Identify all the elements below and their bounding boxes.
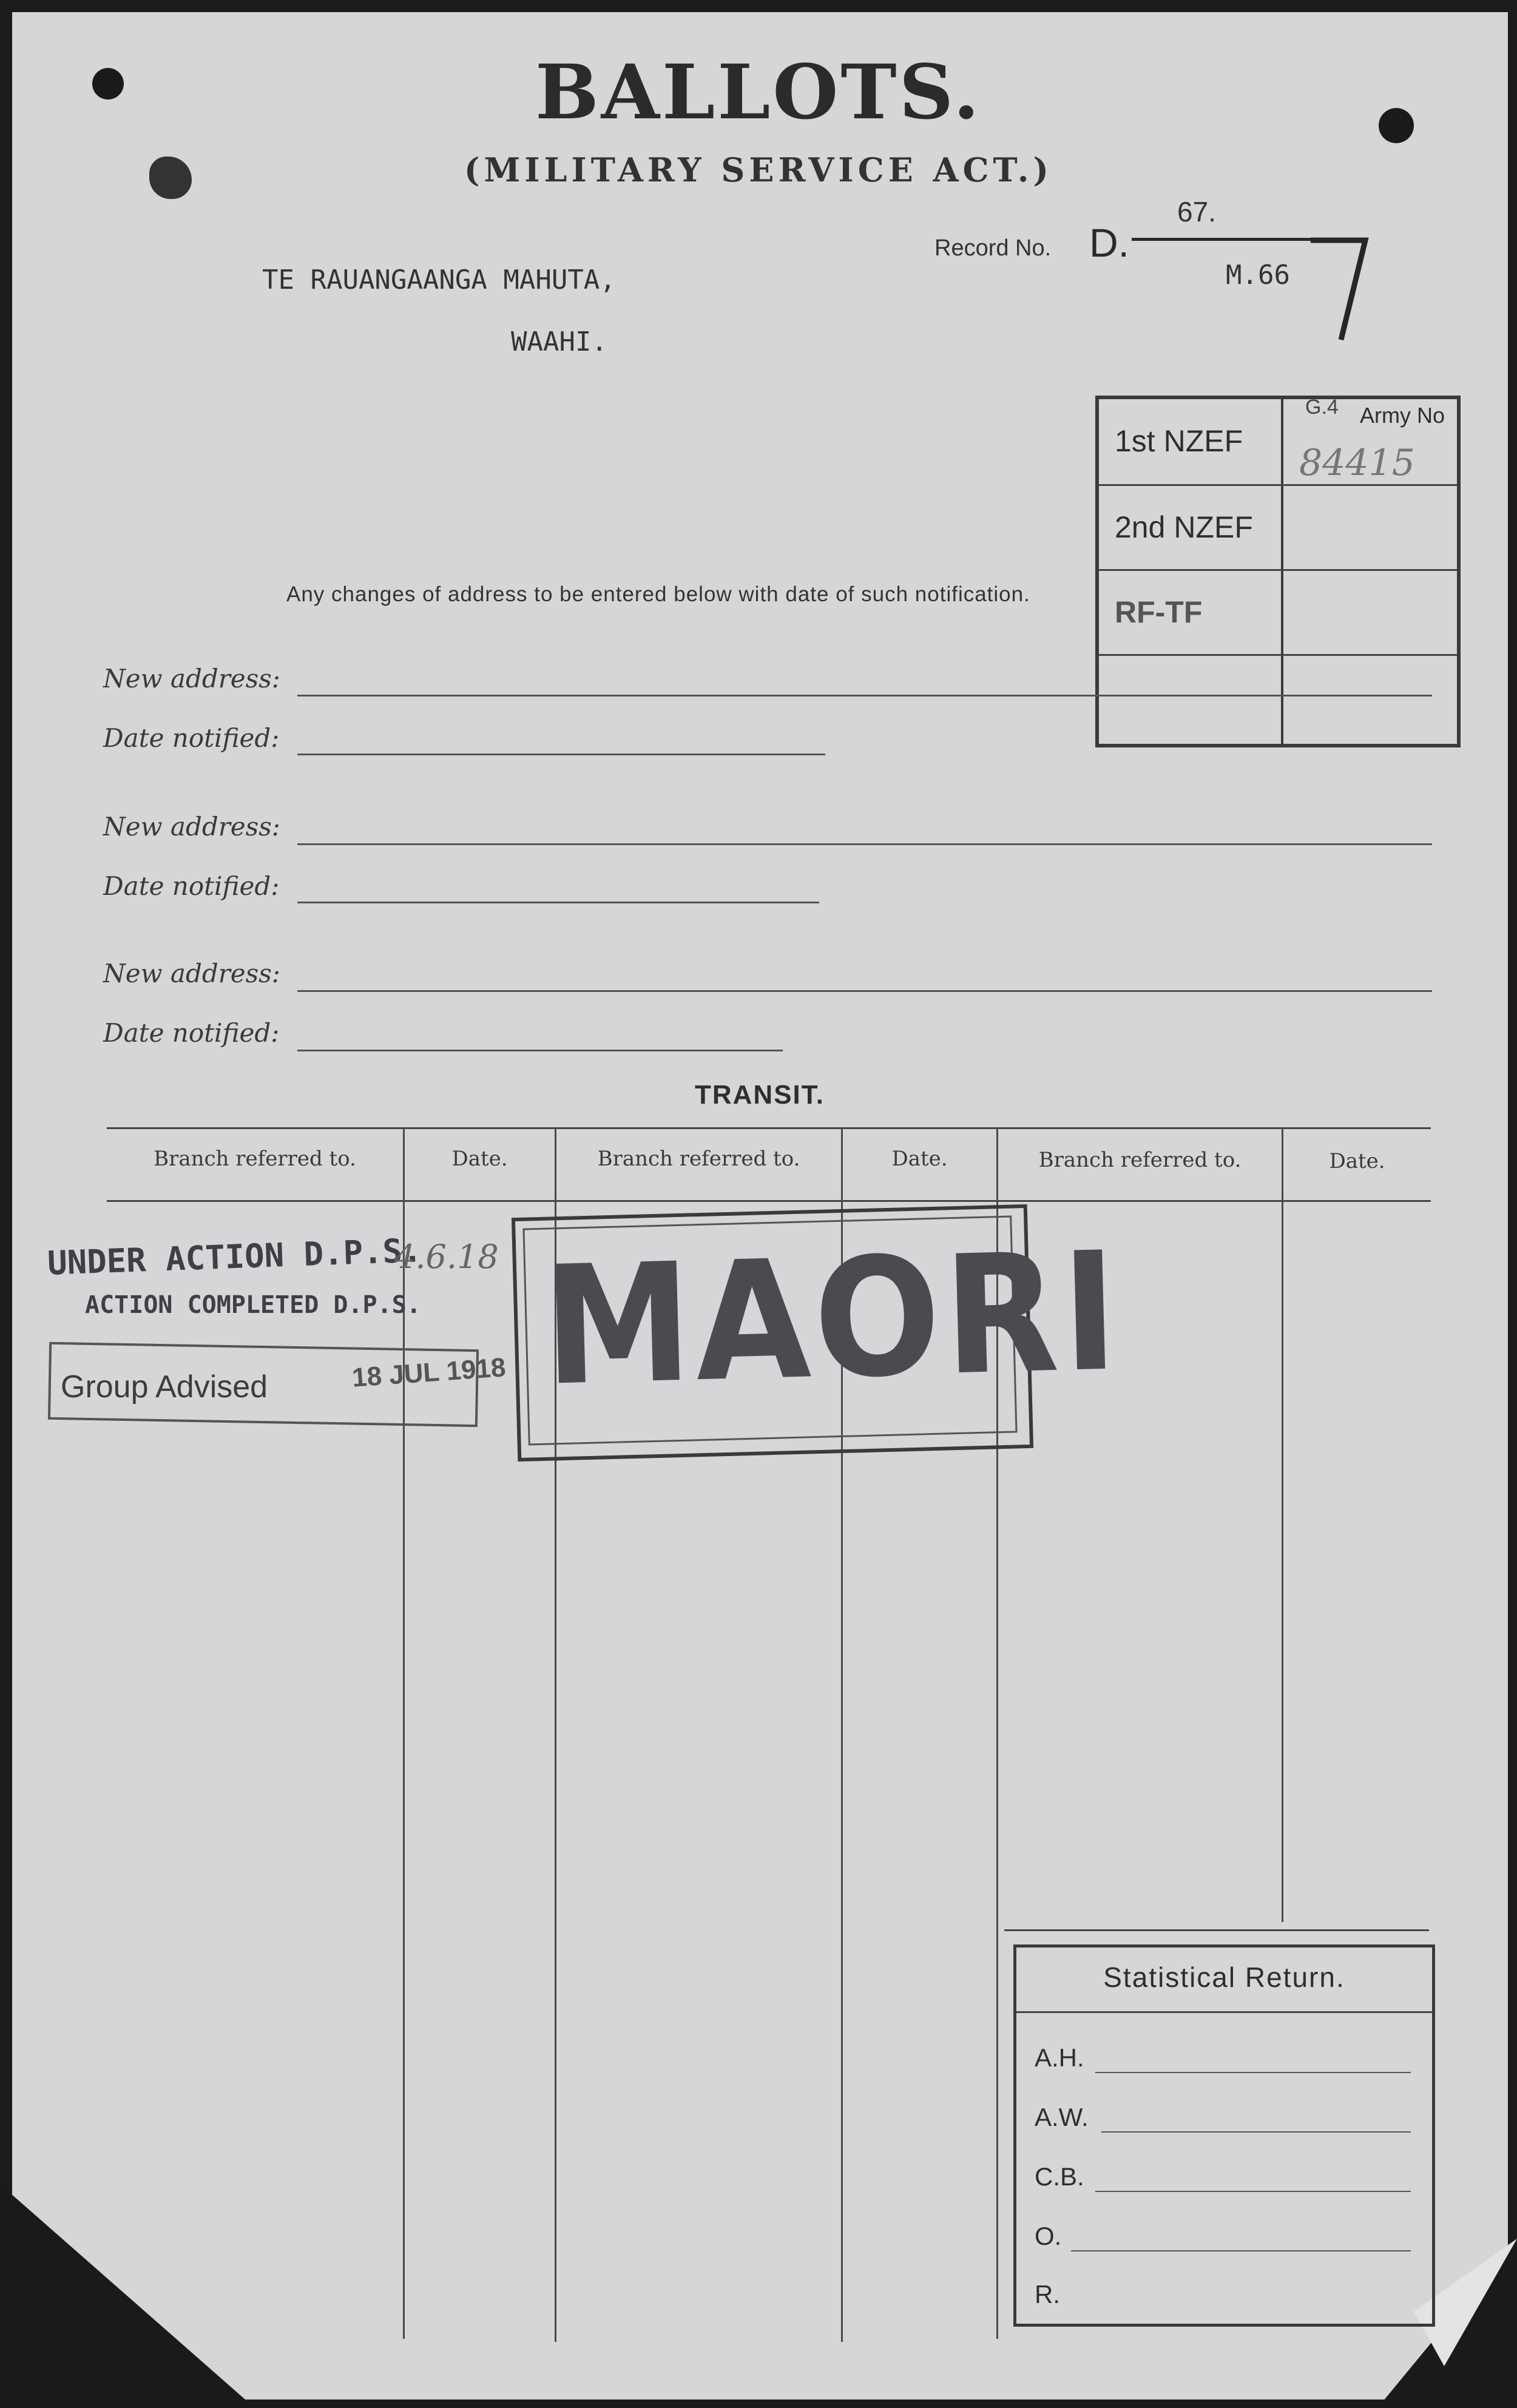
army-box-annotation: G.4 bbox=[1305, 396, 1339, 419]
army-box-row-line bbox=[1099, 484, 1457, 486]
transit-header-branch-2: Branch referred to. bbox=[597, 1147, 800, 1171]
transit-header-branch-1: Branch referred to. bbox=[154, 1147, 356, 1171]
new-address-line-3 bbox=[297, 990, 1432, 992]
addressee-place: WAAHI. bbox=[511, 326, 607, 357]
transit-header-date-2: Date. bbox=[891, 1147, 948, 1171]
army-box-row-line bbox=[1099, 654, 1457, 656]
stat-row-r: R. bbox=[1035, 2280, 1060, 2309]
addressee-name: TE RAUANGAANGA MAHUTA, bbox=[262, 265, 616, 295]
statistical-return-box bbox=[1013, 1944, 1435, 2327]
stamp-action-completed: ACTION COMPLETED D.P.S. bbox=[85, 1291, 421, 1319]
date-notified-label-3: Date notified: bbox=[103, 1018, 280, 1048]
stamp-maori: MAORI bbox=[541, 1216, 1124, 1422]
stat-line-aw bbox=[1101, 2131, 1411, 2133]
transit-col-divider bbox=[1282, 1127, 1283, 1922]
statistical-return-title-rule bbox=[1016, 2011, 1432, 2013]
army-box-divider bbox=[1281, 399, 1283, 744]
address-change-instruction: Any changes of address to be entered below with date of such notification. bbox=[286, 582, 1030, 606]
army-number-handwritten: 84415 bbox=[1299, 442, 1415, 484]
army-box-1st-nzef: 1st NZEF bbox=[1115, 424, 1243, 458]
transit-header-rule bbox=[107, 1200, 1431, 1202]
army-box-row-line bbox=[1099, 569, 1457, 571]
stat-row-aw: A.W. bbox=[1035, 2103, 1089, 2131]
transit-header-date-1: Date. bbox=[451, 1147, 508, 1171]
stat-row-o: O. bbox=[1035, 2222, 1062, 2250]
new-address-label-3: New address: bbox=[103, 959, 280, 988]
stat-line-ah bbox=[1095, 2072, 1411, 2073]
transit-header-branch-3: Branch referred to. bbox=[1038, 1148, 1242, 1172]
new-address-label-2: New address: bbox=[103, 812, 280, 841]
stamp-group-advised-date: 18 JUL 1918 bbox=[351, 1352, 507, 1393]
statistical-return-title: Statistical Return. bbox=[1103, 1961, 1345, 1993]
stamp-group-advised: Group Advised bbox=[61, 1369, 268, 1405]
stat-line-cb bbox=[1095, 2191, 1411, 2192]
date-notified-line-2 bbox=[297, 902, 819, 903]
record-number-top: 67. bbox=[1177, 196, 1216, 228]
stat-row-ah: A.H. bbox=[1035, 2043, 1084, 2072]
new-address-label-1: New address: bbox=[103, 664, 280, 693]
date-notified-label-1: Date notified: bbox=[103, 723, 280, 753]
new-address-line-2 bbox=[297, 843, 1432, 845]
army-box-rf-tf: RF-TF bbox=[1115, 595, 1203, 629]
date-notified-line-1 bbox=[297, 754, 825, 755]
army-box-header: Army No bbox=[1360, 403, 1445, 428]
corner-fold-left bbox=[0, 2184, 255, 2408]
record-number-bottom: M.66 bbox=[1226, 260, 1290, 291]
record-check-mark bbox=[1305, 237, 1377, 346]
form-subtitle: (MILITARY SERVICE ACT.) bbox=[464, 150, 1053, 189]
form-title: BALLOTS. bbox=[535, 49, 982, 137]
date-notified-label-2: Date notified: bbox=[103, 871, 280, 901]
date-notified-line-3 bbox=[297, 1050, 783, 1051]
stat-return-top-rule bbox=[1004, 1929, 1429, 1931]
transit-title: TRANSIT. bbox=[695, 1080, 825, 1110]
record-label: Record No. bbox=[934, 235, 1052, 261]
transit-top-rule bbox=[107, 1127, 1431, 1129]
new-address-line-1 bbox=[297, 695, 1432, 696]
stat-line-o bbox=[1071, 2250, 1411, 2251]
transit-header-date-3: Date. bbox=[1329, 1149, 1385, 1173]
record-prefix: D. bbox=[1089, 220, 1129, 265]
army-box-2nd-nzef: 2nd NZEF bbox=[1115, 510, 1253, 544]
stat-row-cb: C.B. bbox=[1035, 2162, 1084, 2191]
stamp-under-action-date: 4.6.18 bbox=[394, 1238, 499, 1276]
stamp-under-action: UNDER ACTION D.P.S. bbox=[47, 1231, 423, 1283]
